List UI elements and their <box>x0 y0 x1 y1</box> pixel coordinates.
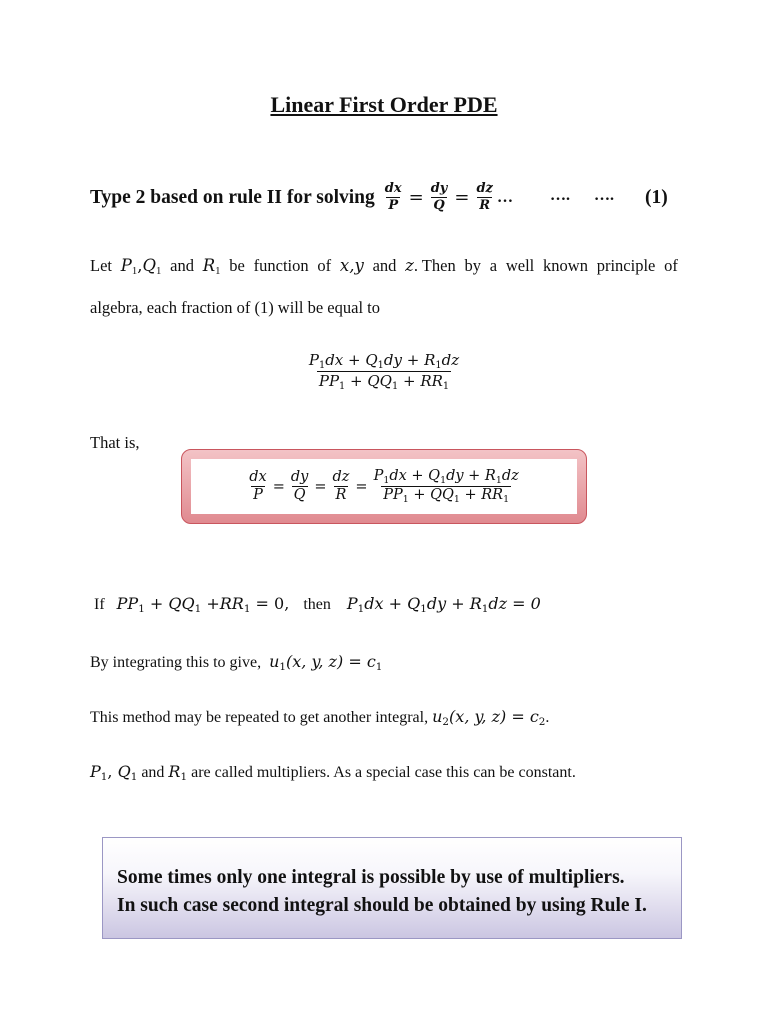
if-then-line: If $PP_1 + QQ_1 +RR_1 = 0$, then $P_1dx + Q_1dy + R_1dz = 0$ <box>94 594 541 616</box>
type2-label: Type 2 based on rule II for solving <box>90 186 375 208</box>
note-line-2: In such case second integral should be obtained by using Rule I. <box>117 895 647 916</box>
paragraph-algebra: algebra, each fraction of (1) will be equal to <box>90 298 380 317</box>
boxed-combined-fraction: $\frac{P_1dx + Q_1dy + R_1dz}{PP_1 + QQ_1 + RR_1}$ <box>373 467 519 506</box>
that-is-label: That is, <box>90 433 140 452</box>
fraction-dx-p: $\frac{dx}{P}$ <box>384 181 402 213</box>
ellipsis: …. <box>594 187 614 204</box>
equation-number: (1) <box>645 187 668 208</box>
fraction-dz-r: $\frac{dz}{R}$ <box>476 181 493 213</box>
fraction-numerator: $P_1dx + Q_1dy + R_1dz$ <box>308 351 460 371</box>
multipliers-line: $P_1$, $Q_1$ and $R_1$ are called multipliers. As a special case this can be constant. <box>90 762 576 784</box>
fraction-dy-q: $\frac{dy}{Q}$ <box>430 181 448 213</box>
repeat-line: This method may be repeated to get another integral, $u_2(x$, y, $z) = c_2$. <box>90 707 550 729</box>
page-title: Linear First Order PDE <box>270 92 498 117</box>
fraction-denominator: $PP_1 + QQ_1 + RR_1$ <box>318 372 450 393</box>
type2-heading: Type 2 based on rule II for solving $\frac{dx}{P}$ = $\frac{dy}{Q}$ = $\frac{dz}{R}$ … <box>90 181 513 213</box>
paragraph-let: Let $P_1,Q_1$ and $R_1$ be function of x,y and z. Then by a well known principle of <box>90 256 678 278</box>
ellipsis: … <box>496 188 513 206</box>
note-line-1: Some times only one integral is possible by use of multipliers. <box>117 867 625 888</box>
ellipsis: …. <box>550 187 570 204</box>
combined-fraction <box>0 352 768 393</box>
note-box <box>102 837 682 939</box>
integration-line: By integrating this to give, $u_1(x$, y, $z) = c_1$ <box>90 652 383 674</box>
highlighted-equation-box: $\frac{dx}{P}$ = $\frac{dy}{Q}$ = $\frac{dz}{R}$ = $\frac{P_1dx + Q_1dy + R_1dz}{PP_1 + QQ_1 + RR_1}$ <box>181 449 587 524</box>
